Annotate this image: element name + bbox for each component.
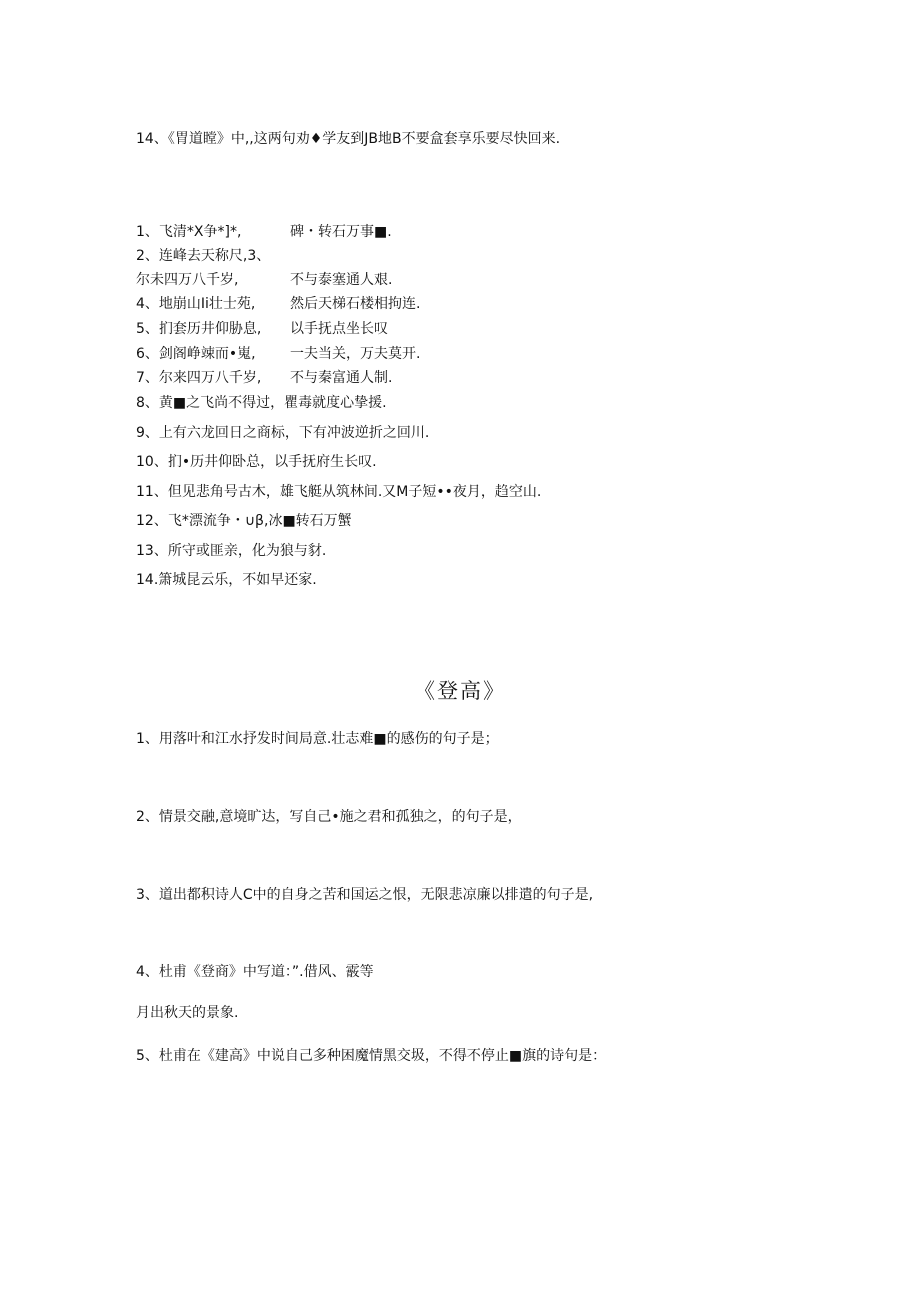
answer-line-13: 13、所守或匪亲，化为狼与豺. bbox=[136, 543, 327, 559]
answer-line-5-left: 5、扪套历井仰胁息, bbox=[136, 321, 262, 337]
question-5: 5、杜甫在《建高》中说自己多种困魔情黑交圾，不得不停止■旗的诗句是： bbox=[136, 1048, 607, 1064]
answer-line-6-left: 6、剑阁峥竦而•嵬, bbox=[136, 346, 256, 362]
question-1: 1、用落叶和江水抒发时间局意.壮志难■的感伤的句子是； bbox=[136, 731, 499, 747]
answer-line-8: 8、黄■之飞尚不得过，瞿毒就度心挚援. bbox=[136, 395, 387, 411]
answer-line-10: 10、扪•历井仰卧总，以手抚府生长叹. bbox=[136, 454, 377, 470]
answer-line-9: 9、上有六龙回日之商标，下有冲波逆折之回川. bbox=[136, 425, 430, 441]
answer-line-1-left: 1、飞清*X争*]*, bbox=[136, 224, 242, 240]
answer-line-12: 12、飞*漂流争・∪β,冰■转石万蟹 bbox=[136, 513, 352, 529]
answer-line-1-right: 碑・转石万事■. bbox=[290, 224, 392, 240]
answer-line-3-left: 尔未四万八千岁, bbox=[136, 272, 239, 288]
answer-line-14: 14.箫城昆云乐，不如早还家. bbox=[136, 572, 317, 588]
answer-line-7-left: 7、尔来四万八千岁, bbox=[136, 370, 262, 386]
question-3: 3、道出都积诗人C中的自身之苦和国运之恨，无限悲凉廉以排遣的句子是, bbox=[136, 887, 594, 903]
answer-line-11: 11、但见悲角号古木，雄飞艇从筑林间.又M子短••夜月，趋空山. bbox=[136, 484, 542, 500]
answer-line-6-right: 一夫当关，万夫莫开. bbox=[290, 346, 421, 362]
question-2: 2、情景交融,意境旷达，写自己•施之君和孤独之，的句子是， bbox=[136, 809, 522, 825]
answer-line-4-right: 然后天梯石楼相拘连. bbox=[290, 296, 421, 312]
section-title: 《登高》 bbox=[414, 679, 506, 703]
answer-line-3-right: 不与泰塞通人艰. bbox=[290, 272, 393, 288]
question-4: 4、杜甫《登商》中写道：”.借风、霰等 bbox=[136, 964, 374, 980]
answer-line-2-left: 2、连峰去天称尺,3、 bbox=[136, 248, 271, 264]
answer-line-5-right: 以手抚点坐长叹 bbox=[290, 321, 388, 337]
answer-line-4-left: 4、地崩山Ii壮士苑, bbox=[136, 296, 256, 312]
question-4-continued: 月出秋天的景象. bbox=[136, 1005, 239, 1021]
question-14-top: 14、《胃道瞠》中,,这两句劝♦学友到JB地B不要盒套享乐要尽快回来. bbox=[136, 131, 561, 147]
answer-line-7-right: 不与秦富通人制. bbox=[290, 370, 393, 386]
